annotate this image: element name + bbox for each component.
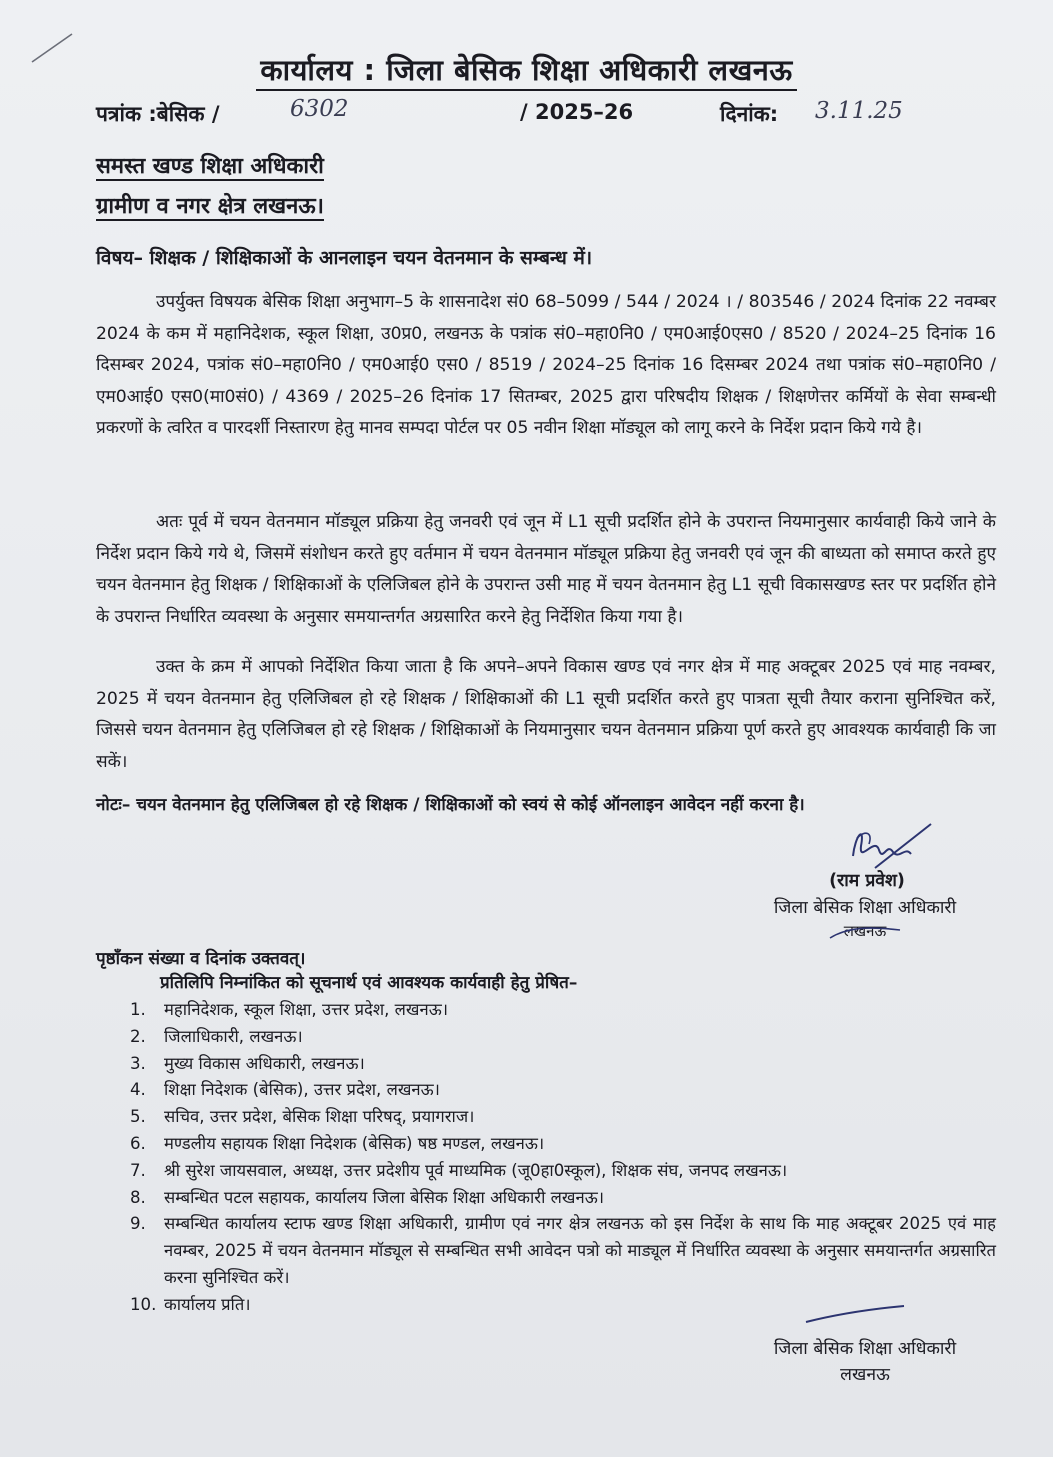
body-paragraph-3: उक्त के क्रम में आपको निर्देशित किया जाता है कि अपने–अपने विकास खण्ड एवं नगर क्षेत्र में माह अक्टूबर 2025 एवं माह नवम्बर, 2025 में चयन वेतनमान हेतु एलिजिबल हो रहे शिक्षक / शिक्षिकाओं की L1 सूची प्रदर्शित करते हुए पात्रता सूची तैयार कराना सुनिश्चित करें, जिससे चयन वेतनमान हेतु एलिजिबल हो रहे शिक्षक / शिक्षिकाओं के नियमानुसार चयन वेतनमान प्रक्रिया पूर्ण करते हुए आवश्यक कार्यवाही कि जा सकें। bbox=[96, 657, 996, 772]
subject-line: विषय– शिक्षक / शिक्षिकाओं के आनलाइन चयन वेतनमान के सम्बन्ध में। bbox=[96, 247, 593, 269]
ref-number-handwritten: 6302 bbox=[290, 96, 349, 122]
signatory-2-place: लखनऊ bbox=[840, 1365, 890, 1385]
office-title bbox=[0, 50, 1053, 89]
endorsement-line-2: प्रतिलिपि निम्नांकित को सूचनार्थ एवं आवश्यक कार्यवाही हेतु प्रेषित– bbox=[160, 973, 578, 993]
list-item: 7. श्री सुरेश जायसवाल, अध्यक्ष, उत्तर प्रदेशीय पूर्व माध्यमिक (जू0हा0स्कूल), शिक्षक संघ, जनपद लखनऊ। bbox=[130, 1160, 788, 1180]
list-item: 4. शिक्षा निदेशक (बेसिक), उत्तर प्रदेश, लखनऊ। bbox=[130, 1080, 440, 1100]
list-item: 6. मण्डलीय सहायक शिक्षा निदेशक (बेसिक) षष्ठ मण्डल, लखनऊ। bbox=[130, 1133, 545, 1153]
list-item: 5. सचिव, उत्तर प्रदेश, बेसिक शिक्षा परिषद्, प्रयागराज। bbox=[130, 1107, 475, 1127]
signatory-place: लखनऊ bbox=[843, 922, 887, 940]
list-item: 9. सम्बन्धित कार्यालय स्टाफ खण्ड शिक्षा अधिकारी, ग्रामीण एवं नगर क्षेत्र लखनऊ को इस निर्देश के साथ कि माह अक्टूबर 2025 एवं माह नवम्बर, 2025 में चयन वेतनमान मॉड्यूल से सम्बन्धित सभी आवेदन पत्रो को माड्यूल में निर्धारित व्यवस्था के अनुसार समयान्तर्गत अग्रसारित करना सुनिश्चित करें। bbox=[130, 1214, 996, 1287]
note-text: नोटः– चयन वेतनमान हेतु एलिजिबल हो रहे शिक्षक / शिक्षिकाओं को स्वयं से कोई ऑनलाइन आवेदन नहीं करना है। bbox=[96, 795, 805, 815]
signatory-name: (राम प्रवेश) bbox=[829, 871, 905, 891]
body-paragraph-2: अतः पूर्व में चयन वेतनमान मॉड्यूल प्रक्रिया हेतु जनवरी एवं जून में L1 सूची प्रदर्शित होने के उपरान्त नियमानुसार कार्यवाही किये जाने के निर्देश प्रदान किये गये थे, जिसमें संशोधन करते हुए वर्तमान में चयन वेतनमान मॉड्यूल प्रक्रिया हेतु जनवरी एवं जून की बाध्यता को समाप्त करते हुए चयन वेतनमान हेतु शिक्षक / शिक्षिकाओं के एलिजिबल होने के उपरान्त उसी माह में चयन वेतनमान हेतु L1 सूची विकासखण्ड स्तर पर प्रदर्शित होने के उपरान्त निर्धारित व्यवस्था के अनुसार समयान्तर्गत अग्रसारित करने हेतु निर्देशित किया गया है। bbox=[96, 512, 996, 627]
date-label: दिनांक: bbox=[720, 102, 779, 126]
ref-year: / 2025–26 bbox=[520, 100, 634, 124]
endorsement-line-1: पृष्ठाँकन संख्या व दिनांक उक्तवत्। bbox=[96, 949, 306, 969]
addressee-line-2: ग्रामीण व नगर क्षेत्र लखनऊ। bbox=[96, 194, 324, 219]
signatory-designation: जिला बेसिक शिक्षा अधिकारी bbox=[773, 898, 957, 918]
list-item: 1. महानिदेशक, स्कूल शिक्षा, उत्तर प्रदेश, लखनऊ। bbox=[130, 1000, 449, 1019]
signature-strike-stroke bbox=[826, 918, 906, 948]
body-paragraph-1: उपर्युक्त विषयक बेसिक शिक्षा अनुभाग–5 के शासनादेश सं0 68–5099 / 544 / 2024 । / 803546 / 2024 दिनांक 22 नवम्बर 2024 के कम में महानिदेशक, स्कूल शिक्षा, उ0प्र0, लखनऊ के पत्रांक सं0–महा0नि0 / एम0आई0एस0 / 8520 / 2024–25 दिनांक 16 दिसम्बर 2024, पत्रांक सं0–महा0नि0 / एम0आई0 एस0 / 8519 / 2024–25 दिनांक 16 दिसम्बर 2024 तथा पत्रांक सं0–महा0नि0 / एम0आई0 एस0(मा0सं0) / 4369 / 2025–26 दिनांक 17 सितम्बर, 2025 द्वारा परिषदीय शिक्षक / शिक्षणेत्तर कर्मियों के सेवा सम्बन्धी प्रकरणों के त्वरित व पारदर्शी निस्तारण हेतु मानव सम्पदा पोर्टल पर 05 नवीन शिक्षा मॉड्यूल को लागू करने के निर्देश प्रदान किये गये है। bbox=[96, 292, 996, 438]
list-item: 3. मुख्य विकास अधिकारी, लखनऊ। bbox=[130, 1053, 365, 1073]
signatory-2-designation: जिला बेसिक शिक्षा अधिकारी bbox=[773, 1339, 957, 1359]
copy-recipient-list bbox=[96, 997, 996, 1319]
list-item: 10. कार्यालय प्रति। bbox=[130, 1294, 251, 1314]
ref-prefix: पत्रांक :बेसिक / bbox=[96, 102, 220, 126]
list-item: 8. सम्बन्धित पटल सहायक, कार्यालय जिला बेसिक शिक्षा अधिकारी लखनऊ। bbox=[130, 1187, 605, 1207]
list-item: 2. जिलाधिकारी, लखनऊ। bbox=[130, 1026, 303, 1046]
handwritten-signature-2 bbox=[800, 1300, 910, 1330]
date-handwritten: 3.11.25 bbox=[815, 98, 903, 124]
addressee-line-1: समस्त खण्ड शिक्षा अधिकारी bbox=[96, 154, 324, 179]
office-title-text: कार्यालय : जिला बेसिक शिक्षा अधिकारी लखनऊ bbox=[256, 53, 796, 91]
